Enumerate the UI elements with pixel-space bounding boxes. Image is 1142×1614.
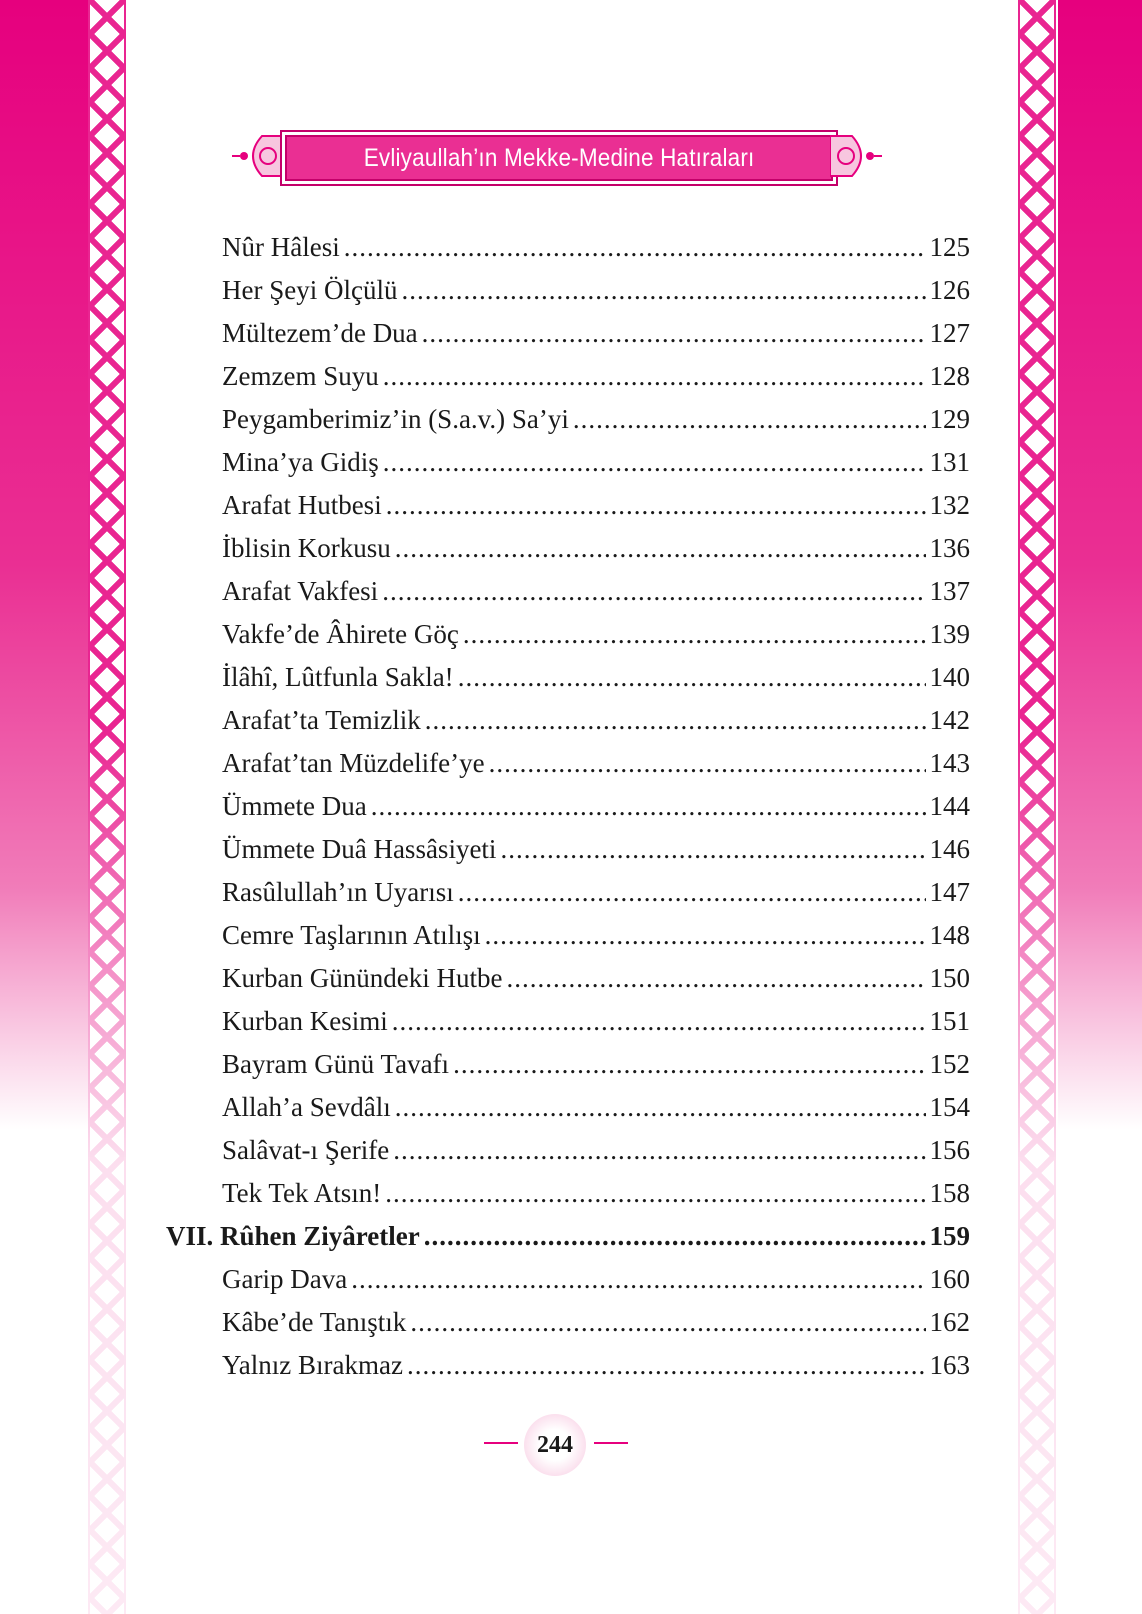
leader-dots <box>395 1092 926 1123</box>
toc-entry-page: 131 <box>929 447 970 477</box>
toc-entry <box>222 275 970 311</box>
toc-entry-title: Kurban Kesimi <box>222 1006 388 1036</box>
toc-entry-title: Cemre Taşlarının Atılışı <box>222 920 481 950</box>
toc-entry-title: Zemzem Suyu <box>222 361 379 391</box>
toc-entry-page: 162 <box>929 1307 970 1337</box>
chapter-title: Rûhen Ziyâretler <box>220 1221 420 1251</box>
leader-dots <box>573 404 926 435</box>
leader-dots <box>383 447 926 478</box>
toc-entry-page: 127 <box>929 318 970 348</box>
leader-dots <box>383 361 926 392</box>
leader-dots <box>424 1221 926 1252</box>
leader-dots <box>500 834 925 865</box>
toc-entry <box>222 877 970 913</box>
toc-entry <box>222 1350 970 1386</box>
toc-entry-title: Her Şeyi Ölçülü <box>222 275 398 305</box>
toc-entry <box>222 490 970 526</box>
toc-entry <box>222 318 970 354</box>
toc-entry-title: Allah’a Sevdâlı <box>222 1092 391 1122</box>
toc-entry-page: 129 <box>929 404 970 434</box>
toc-entry-title: Ümmete Dua <box>222 791 367 821</box>
leader-dots <box>463 619 926 650</box>
toc-entry-title: Ümmete Duâ Hassâsiyeti <box>222 834 497 864</box>
toc-entry <box>222 619 970 655</box>
toc-entry-title: Arafat’ta Temizlik <box>222 705 421 735</box>
toc-entry-title: Yalnız Bırakmaz <box>222 1350 403 1380</box>
toc-entry-title: Kâbe’de Tanıştık <box>222 1307 407 1337</box>
leader-dots <box>393 1135 925 1166</box>
toc-entry-title: İblisin Korkusu <box>222 533 391 563</box>
toc-entry <box>222 1178 970 1214</box>
toc-entry-title: Salâvat-ı Şerife <box>222 1135 390 1165</box>
page-number-badge <box>524 1414 586 1476</box>
toc-entry-page: 125 <box>929 232 970 262</box>
toc-entry-page: 160 <box>929 1264 970 1294</box>
toc-entry <box>222 1006 970 1042</box>
toc-entry <box>222 404 970 440</box>
toc-entry-page: 144 <box>929 791 970 821</box>
toc-entry-page: 126 <box>929 275 970 305</box>
toc-entry-title: Nûr Hâlesi <box>222 232 340 262</box>
toc-entry-title: Arafat Hutbesi <box>222 490 382 520</box>
toc-entry-page: 128 <box>929 361 970 391</box>
toc-entry-page: 158 <box>929 1178 970 1208</box>
toc-entry-page: 152 <box>929 1049 970 1079</box>
toc-entry-page: 140 <box>929 662 970 692</box>
toc-entry-title: Rasûlullah’ın Uyarısı <box>222 877 454 907</box>
toc-entry <box>222 447 970 483</box>
leader-dots <box>458 662 926 693</box>
toc-entry <box>222 1092 970 1128</box>
toc-entry-page: 132 <box>929 490 970 520</box>
leader-dots <box>401 275 925 306</box>
toc-entry-title: Peygamberimiz’in (S.a.v.) Sa’yi <box>222 404 569 434</box>
leader-dots <box>385 1178 925 1209</box>
toc-entry <box>222 1307 970 1343</box>
toc-entry-page: 142 <box>929 705 970 735</box>
toc-entry-title: Arafat Vakfesi <box>222 576 379 606</box>
toc-entry-title: Kurban Günündeki Hutbe <box>222 963 503 993</box>
leader-dots <box>485 920 926 951</box>
leader-dots <box>407 1350 926 1381</box>
toc-entry-page: 154 <box>929 1092 970 1122</box>
toc-entry-title: İlâhî, Lûtfunla Sakla! <box>222 662 454 692</box>
toc-entry <box>222 920 970 956</box>
leader-dots <box>458 877 926 908</box>
toc-entry <box>222 963 970 999</box>
header-title: Evliyaullah’ın Mekke-Medine Hatıraları <box>363 143 755 172</box>
toc-entry-page: 136 <box>929 533 970 563</box>
toc-entry-page: 156 <box>929 1135 970 1165</box>
toc-entry-page: 150 <box>929 963 970 993</box>
right-margin-band <box>1058 0 1142 1614</box>
leader-dots <box>351 1264 925 1295</box>
toc-entry <box>222 1049 970 1085</box>
page-number-footer <box>480 1412 632 1476</box>
leader-dots <box>506 963 925 994</box>
toc-entry-page: 147 <box>929 877 970 907</box>
leader-dots <box>422 318 926 349</box>
toc-chapter-heading <box>166 1221 970 1257</box>
toc-entry-page: 146 <box>929 834 970 864</box>
toc-entry-page: 139 <box>929 619 970 649</box>
toc-entry-page: 163 <box>929 1350 970 1380</box>
header-title-box <box>280 130 838 186</box>
leader-dots <box>344 232 926 263</box>
toc-entry-title: Mültezem’de Dua <box>222 318 418 348</box>
leader-dots <box>392 1006 926 1037</box>
footer-right-line <box>594 1442 628 1444</box>
toc-entry-page: 151 <box>929 1006 970 1036</box>
toc-entry-title: Arafat’tan Müzdelife’ye <box>222 748 485 778</box>
left-border-fade <box>88 0 126 1614</box>
toc-entry <box>222 705 970 741</box>
toc-entry-page: 148 <box>929 920 970 950</box>
toc-entry-page: 143 <box>929 748 970 778</box>
leader-dots <box>395 533 926 564</box>
page-number: 244 <box>537 1431 573 1458</box>
toc-entry <box>222 361 970 397</box>
toc-entry <box>222 1264 970 1300</box>
leader-dots <box>371 791 926 822</box>
toc-entry <box>222 748 970 784</box>
footer-left-line <box>484 1442 518 1444</box>
right-header-ornament-icon <box>830 132 882 180</box>
chapter-page: 159 <box>929 1221 970 1251</box>
toc-entry-title: Vakfe’de Âhirete Göç <box>222 619 459 649</box>
running-header <box>232 130 882 184</box>
toc-entry-page: 137 <box>929 576 970 606</box>
toc-entry-title: Mina’ya Gidiş <box>222 447 379 477</box>
toc-entry-title: Garip Dava <box>222 1264 348 1294</box>
leader-dots <box>489 748 926 779</box>
leader-dots <box>386 490 926 521</box>
toc-entry <box>222 834 970 870</box>
right-border-fade <box>1018 0 1056 1614</box>
left-header-ornament-icon <box>232 132 284 180</box>
toc-entry <box>222 533 970 569</box>
toc-entry <box>222 576 970 612</box>
toc-entry <box>222 232 970 268</box>
toc-entry <box>222 662 970 698</box>
toc-entry <box>222 791 970 827</box>
toc-entry-title: Tek Tek Atsın! <box>222 1178 382 1208</box>
leader-dots <box>453 1049 925 1080</box>
leader-dots <box>425 705 926 736</box>
chapter-number: VII. <box>166 1221 214 1251</box>
toc-entry-title: Bayram Günü Tavafı <box>222 1049 450 1079</box>
left-margin-band <box>0 0 88 1614</box>
leader-dots <box>410 1307 925 1338</box>
toc-entry <box>222 1135 970 1171</box>
leader-dots <box>382 576 925 607</box>
